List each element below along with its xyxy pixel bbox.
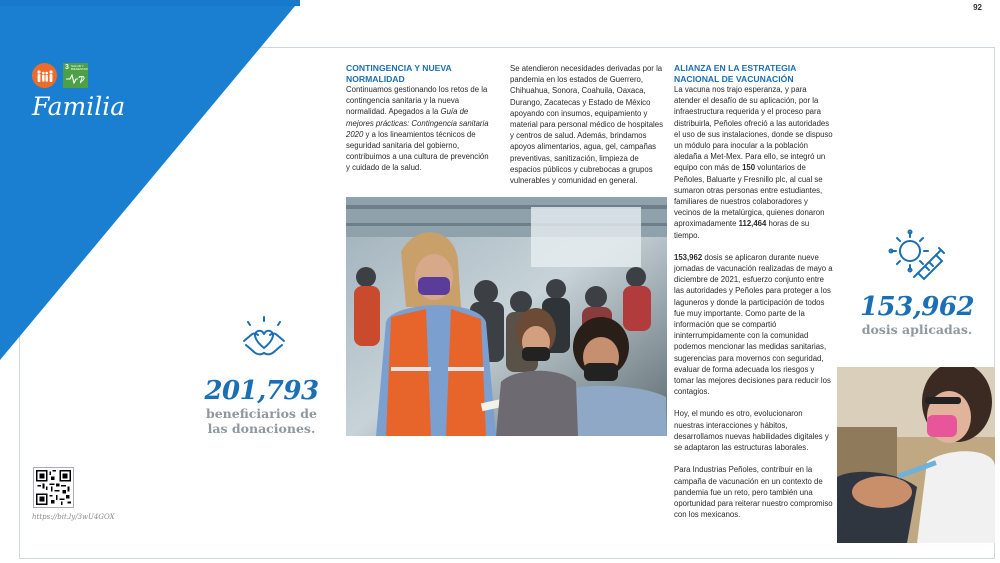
vaccination-closeup-photo xyxy=(837,367,995,543)
column-contingencia xyxy=(346,63,492,185)
heart-hands-icon xyxy=(239,315,289,365)
sdg-3-text: SALUD Y BIENESTAR xyxy=(71,64,88,71)
volunteers-count: 150 xyxy=(742,163,756,173)
text-run: y a los lineamientos técnicos de seguridad sanitaria del gobierno, contribuimos a una cultura de prevención y cuidado de la salud. xyxy=(346,129,489,173)
paragraph-vacunacion-4: Para Industrias Peñoles, contribuir en la campaña de vacunación en un contexto de pandemia fue un reto, pero también una oportunidad para reiterar nuestro compromiso con los mexicanos. xyxy=(674,465,833,520)
column-apoyos xyxy=(510,63,666,197)
stat-beneficiaries-value: 201,793 xyxy=(204,376,319,406)
sdg-3-number: 3 xyxy=(65,64,69,71)
text-run: voluntarios de Peñoles, Baluarte y Fresnillo plc, al cual se sumaron otras personas entre estudiantes, familiares de nuestros colaboradores y vecinos de la metalúrgica, quienes donaron aproximadamente xyxy=(674,163,825,229)
column-vacunacion xyxy=(674,63,834,531)
text-run: Continuamos gestionando los retos de la contingencia sanitaria y la nueva normalidad. Apegados a la xyxy=(346,85,488,117)
paragraph-apoyos: Se atendieron necesidades derivadas por la pandemia en los estados de Guerrero, Chihuahua, Sonora, Coahuila, Oaxaca, Durango, Zacatecas y Estado de México apoyando con insumos, equipamiento y material para personal médico de hospitales y centros de salud. Además, brindamos apoyos alimentarios, agua, gel, campañas preventivas, sanitización, limpieza de espacios públicos y cubrebocas a grupos vulnerables y comunidad en general. xyxy=(510,64,663,186)
guide-title: Guía de mejores prácticas: Contingencia sanitaria 2020 xyxy=(346,107,489,139)
paragraph-vacunacion-1 xyxy=(674,84,834,241)
stat-doses-label: dosis aplicadas. xyxy=(861,322,973,337)
stat-doses xyxy=(858,292,976,337)
paragraph-vacunacion-2 xyxy=(674,252,834,398)
page-number: 92 xyxy=(973,3,982,12)
stat-doses-value: 153,962 xyxy=(859,292,975,322)
hours-count: 112,464 xyxy=(738,219,767,229)
stat-beneficiaries-label: beneficiarios de las donaciones. xyxy=(205,406,318,436)
text-run: dosis se aplicaron durante nueve jornadas de vacunación realizadas de mayo a diciembre de 2021, esfuerzo conjunto entre las autoridades y Peñoles para proteger a los laguneros y donde la participación de todos fue muy importante. Como parte de la información que se compartió ininterrumpidamente con la comunidad podemos mencionar las medidas sanitarias, sugerencias para movernos con seguridad, evaluar de forma adecuada los riesgos y tomar las mejores decisiones para reducir los contagios. xyxy=(674,252,833,397)
qr-link[interactable]: https://bit.ly/3wU4GOX xyxy=(32,513,115,521)
sdg-1-no-poverty-icon xyxy=(32,63,57,88)
sdg-icons xyxy=(32,63,88,88)
section-title: Familia xyxy=(32,92,126,121)
paragraph-vacunacion-3: Hoy, el mundo es otro, evolucionaron nuestras interacciones y hábitos, desarrollamos nuevas habilidades digitales y se adaptaron las estructuras laborales. xyxy=(674,409,829,453)
blue-corner-banner xyxy=(0,0,300,360)
sdg-3-good-health-icon xyxy=(63,63,88,88)
heading-vacunacion: ALIANZA EN LA ESTRATEGIA NACIONAL DE VACUNACIÓN xyxy=(674,63,797,84)
text-run: horas de su tiempo. xyxy=(674,219,810,240)
text-run: La vacuna nos trajo esperanza, y para atender el desafío de su aplicación, por la infraestructura requerida y el proceso para distribuirla, Peñoles ofreció a las autoridades el uso de sus instalaciones, donde se dispuso un módulo para inocular a la población aledaña a Met-Mex. Para ello, se integró un equipo con más de xyxy=(674,85,833,173)
doses-count: 153,962 xyxy=(674,252,703,262)
vaccination-photo xyxy=(346,197,667,436)
heartbeat-icon xyxy=(66,74,85,84)
qr-code[interactable] xyxy=(33,467,74,508)
vaccine-virus-icon xyxy=(888,227,948,285)
heading-contingencia: CONTINGENCIA Y NUEVA NORMALIDAD xyxy=(346,63,452,84)
stat-beneficiaries xyxy=(200,376,323,436)
paragraph-contingencia xyxy=(346,84,492,174)
